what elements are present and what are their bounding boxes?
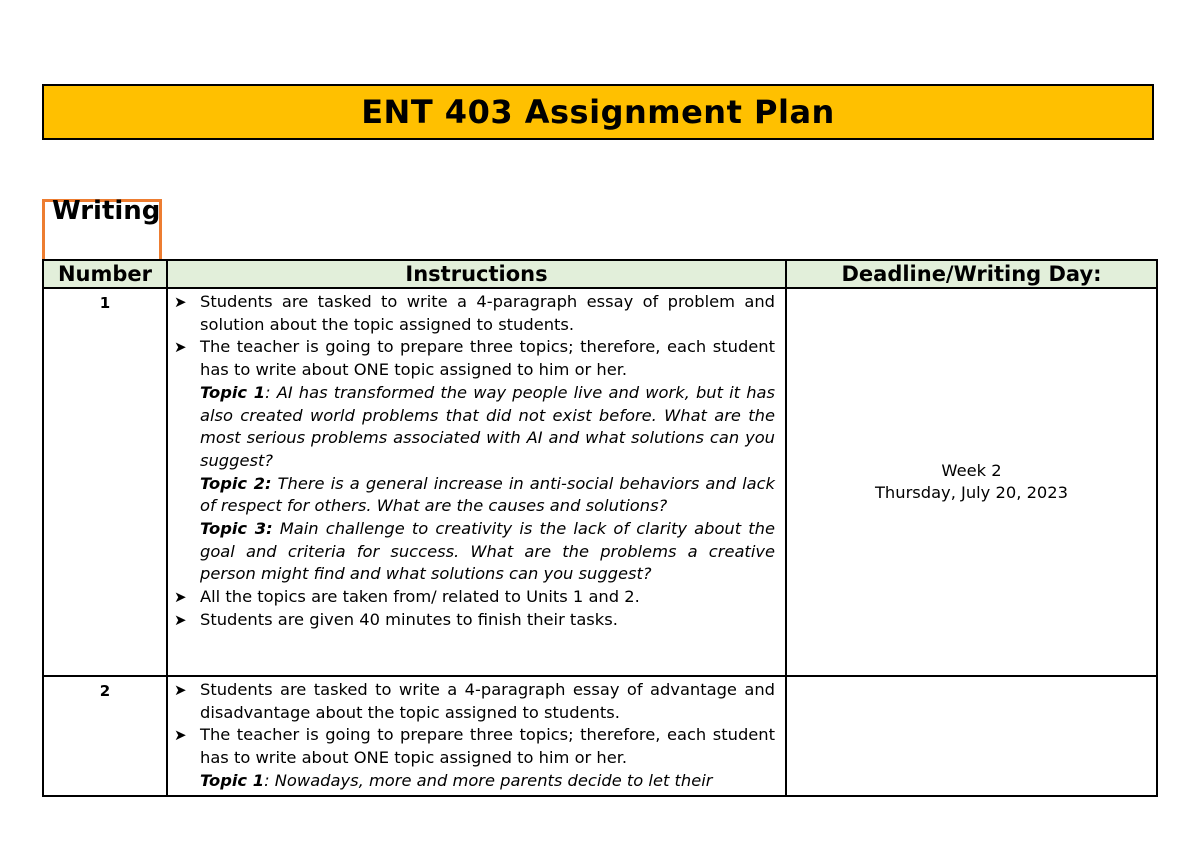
topic-item: Topic 1: Nowadays, more and more parents decide to let their bbox=[200, 770, 713, 790]
instructions-cell bbox=[167, 676, 786, 796]
deadline-cell bbox=[786, 288, 1157, 676]
row-number: 2 bbox=[43, 676, 167, 796]
arrow-bullet-icon: ➤ bbox=[174, 588, 187, 607]
arrow-bullet-icon: ➤ bbox=[174, 338, 187, 357]
table-header-row bbox=[43, 260, 1157, 288]
title-banner bbox=[42, 84, 1154, 140]
list-item: ➤ The teacher is going to prepare three topics; therefore, each student has to write about ONE topic assigned to him or her. bbox=[174, 725, 775, 768]
header-number: Number bbox=[43, 260, 167, 288]
row-number: 1 bbox=[43, 288, 167, 676]
instructions-cell bbox=[167, 288, 786, 676]
topic-item: Topic 2: There is a general increase in anti-social behaviors and lack of respect for others. What are the causes and solutions? bbox=[200, 473, 775, 516]
deadline-date: Thursday, July 20, 2023 bbox=[874, 483, 1068, 502]
section-heading: Writing bbox=[52, 196, 161, 226]
deadline-cell bbox=[786, 676, 1157, 796]
page-title: ENT 403 Assignment Plan bbox=[361, 93, 835, 131]
arrow-bullet-icon: ➤ bbox=[174, 726, 187, 745]
list-item: ➤ All the topics are taken from/ related to Units 1 and 2. bbox=[200, 586, 775, 609]
list-item: ➤ Students are given 40 minutes to finish their tasks. bbox=[200, 609, 775, 632]
list-item: ➤ Students are tasked to write a 4-paragraph essay of advantage and disadvantage about the topic assigned to students. bbox=[174, 680, 775, 722]
assignment-table bbox=[42, 259, 1158, 797]
deadline-week: Week 2 bbox=[941, 461, 1002, 480]
arrow-bullet-icon: ➤ bbox=[174, 293, 187, 311]
header-instructions: Instructions bbox=[167, 260, 786, 288]
table-row bbox=[43, 676, 1157, 796]
list-item: ➤ Students are tasked to write a 4-paragraph essay of problem and solution about the topic assigned to students. bbox=[174, 292, 775, 334]
arrow-bullet-icon: ➤ bbox=[174, 610, 187, 629]
table-row bbox=[43, 288, 1157, 676]
topic-item: Topic 3: Main challenge to creativity is the lack of clarity about the goal and criteria for success. What are the problems a creative person might find and what solutions can you suggest? bbox=[200, 519, 775, 584]
arrow-bullet-icon: ➤ bbox=[174, 681, 187, 699]
topic-item: Topic 1: AI has transformed the way people live and work, but it has also created world problems that did not exist before. What are the most serious problems associated with AI and what solutions can you suggest? bbox=[200, 382, 775, 470]
list-item: ➤ The teacher is going to prepare three topics; therefore, each student has to write about ONE topic assigned to him or her. bbox=[174, 337, 775, 380]
header-deadline: Deadline/Writing Day: bbox=[786, 260, 1157, 288]
